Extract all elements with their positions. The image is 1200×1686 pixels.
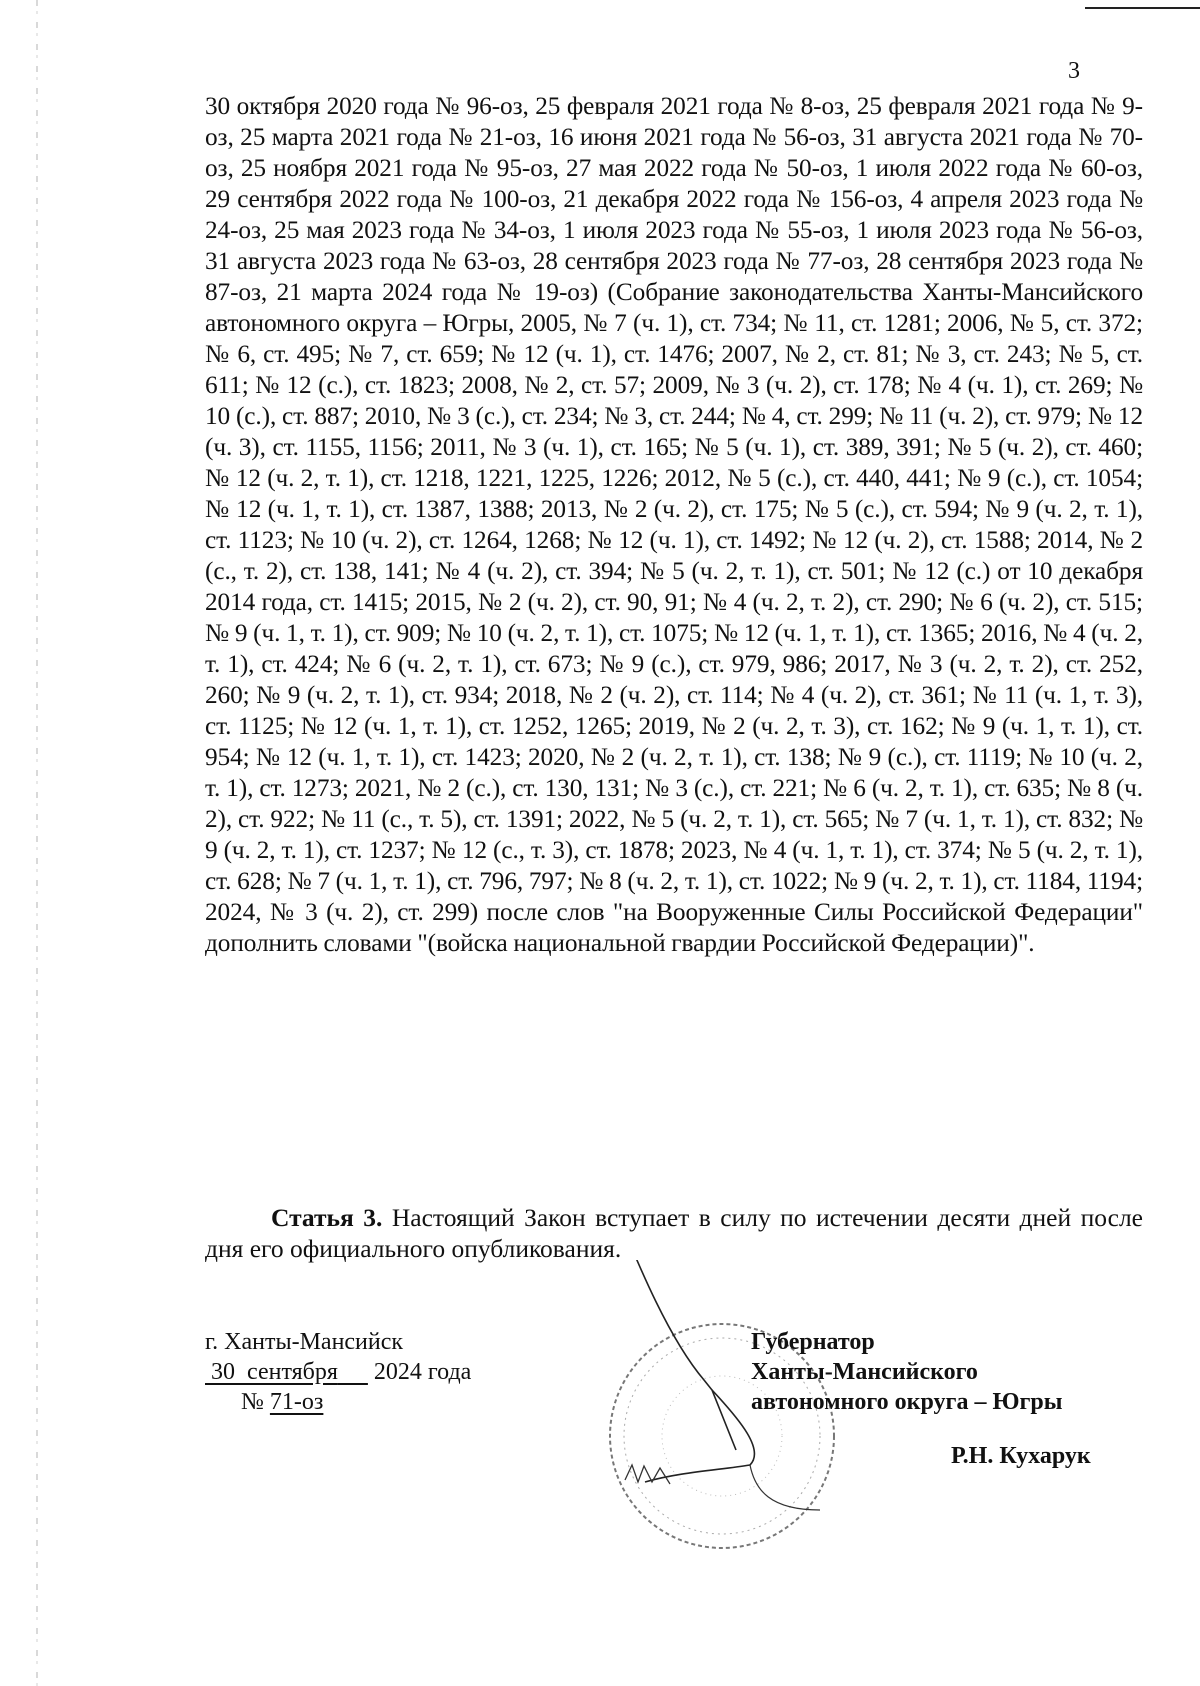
signatory-name: Р.Н. Кухарук [951,1443,1091,1469]
page-number: 3 [1068,58,1080,84]
law-number-prefix: № [241,1389,270,1415]
article-3-label: Статья 3. [271,1203,383,1232]
date-year: 2024 года [373,1359,472,1385]
article-3-text: Настоящий Закон вступает в силу по истечении десяти дней после дня его официального опубликования. [205,1203,1143,1263]
signatory-title-1: Губернатор [751,1329,875,1355]
date-month: сентября [247,1359,338,1385]
article-3 [205,1202,1143,1264]
place-date-block [205,1327,471,1417]
date-line [205,1357,471,1387]
city: г. Ханты-Мансийск [205,1329,404,1355]
law-number-line [205,1387,471,1417]
law-number: 71-оз [269,1389,324,1415]
scan-edge [36,0,38,1686]
signatory-title-2: Ханты-Мансийского [751,1359,978,1385]
top-rule [1085,7,1200,9]
signatory-block [751,1327,1091,1471]
signatory-title-3: автономного округа – Югры [751,1389,1063,1415]
date-day: 30 [211,1359,235,1385]
body-text: 30 октября 2020 года № 96-оз, 25 февраля 2021 года № 8-оз, 25 февраля 2021 года № 9-оз, 25 марта 2021 года № 21-оз, 16 июня 2021 года № 56-оз, 31 августа 2021 года № 70-оз, 25 ноября 2021 года № 95-оз, 27 мая 2022 года № 50-оз, 1 июля 2022 года № 60-оз, 29 сентября 2022 года № 100-оз, 21 декабря 2022 года № 156-оз, 4 апреля 2023 года № 24-оз, 25 мая 2023 года № 34-оз, 1 июля 2023 года № 55-оз, 1 июля 2023 года № 56-оз, 31 августа 2023 года № 63-оз, 28 сентября 2023 года № 77-оз, 28 сентября 2023 года № 87-оз, 21 марта 2024 года № 19-оз) (Собрание законодательства Ханты-Мансийского автономного округа – Югры, 2005, № 7 (ч. 1), ст. 734; № 11, ст. 1281; 2006, № 5, ст. 372; № 6, ст. 495; № 7, ст. 659; № 12 (ч. 1), ст. 1476; 2007, № 2, ст. 81; № 3, ст. 243; № 5, ст. 611; № 12 (с.), ст. 1823; 2008, № 2, ст. 57; 2009, № 3 (ч. 2), ст. 178; № 4 (ч. 1), ст. 269; № 10 (с.), ст. 887; 2010, № 3 (с.), ст. 234; № 3, ст. 244; № 4, ст. 299; № 11 (ч. 2), ст. 979; № 12 (ч. 3), ст. 1155, 1156; 2011, № 3 (ч. 1), ст. 165; № 5 (ч. 1), ст. 389, 391; № 5 (ч. 2), ст. 460; № 12 (ч. 2, т. 1), ст. 1218, 1221, 1225, 1226; 2012, № 5 (с.), ст. 440, 441; № 9 (с.), ст. 1054; № 12 (ч. 1, т. 1), ст. 1387, 1388; 2013, № 2 (ч. 2), ст. 175; № 5 (с.), ст. 594; № 9 (ч. 2, т. 1), ст. 1123; № 10 (ч. 2), ст. 1264, 1268; № 12 (ч. 1), ст. 1492; № 12 (ч. 2), ст. 1588; 2014, № 2 (с., т. 2), ст. 138, 141; № 4 (ч. 2), ст. 394; № 5 (ч. 2, т. 1), ст. 501; № 12 (с.) от 10 декабря 2014 года, ст. 1415; 2015, № 2 (ч. 2), ст. 90, 91; № 4 (ч. 2, т. 2), ст. 290; № 6 (ч. 2), ст. 515; № 9 (ч. 1, т. 1), ст. 909; № 10 (ч. 2, т. 1), ст. 1075; № 12 (ч. 1, т. 1), ст. 1365; 2016, № 4 (ч. 2, т. 1), ст. 424; № 6 (ч. 2, т. 1), ст. 673; № 9 (с.), ст. 979, 986; 2017, № 3 (ч. 2, т. 2), ст. 252, 260; № 9 (ч. 2, т. 1), ст. 934; 2018, № 2 (ч. 2), ст. 114; № 4 (ч. 2), ст. 361; № 11 (ч. 1, т. 3), ст. 1125; № 12 (ч. 1, т. 1), ст. 1252, 1265; 2019, № 2 (ч. 2, т. 3), ст. 162; № 9 (ч. 1, т. 1), ст. 954; № 12 (ч. 1, т. 1), ст. 1423; 2020, № 2 (ч. 2, т. 1), ст. 138; № 9 (с.), ст. 1119; № 10 (ч. 2, т. 1), ст. 1273; 2021, № 2 (с.), ст. 130, 131; № 3 (с.), ст. 221; № 6 (ч. 2, т. 1), ст. 635; № 8 (ч. 2), ст. 922; № 11 (с., т. 5), ст. 1391; 2022, № 5 (ч. 2, т. 1), ст. 565; № 7 (ч. 1, т. 1), ст. 832; № 9 (ч. 2, т. 1), ст. 1237; № 12 (с., т. 3), ст. 1878; 2023, № 4 (ч. 1, т. 1), ст. 374; № 5 (ч. 2, т. 1), ст. 628; № 7 (ч. 1, т. 1), ст. 796, 797; № 8 (ч. 2, т. 1), ст. 1022; № 9 (ч. 2, т. 1), ст. 1184, 1194; 2024, № 3 (ч. 2), ст. 299) после слов "на Вооруженные Силы Российской Федерации" дополнить словами "(войска национальной гвардии Российской Федерации)". [205,92,1143,957]
